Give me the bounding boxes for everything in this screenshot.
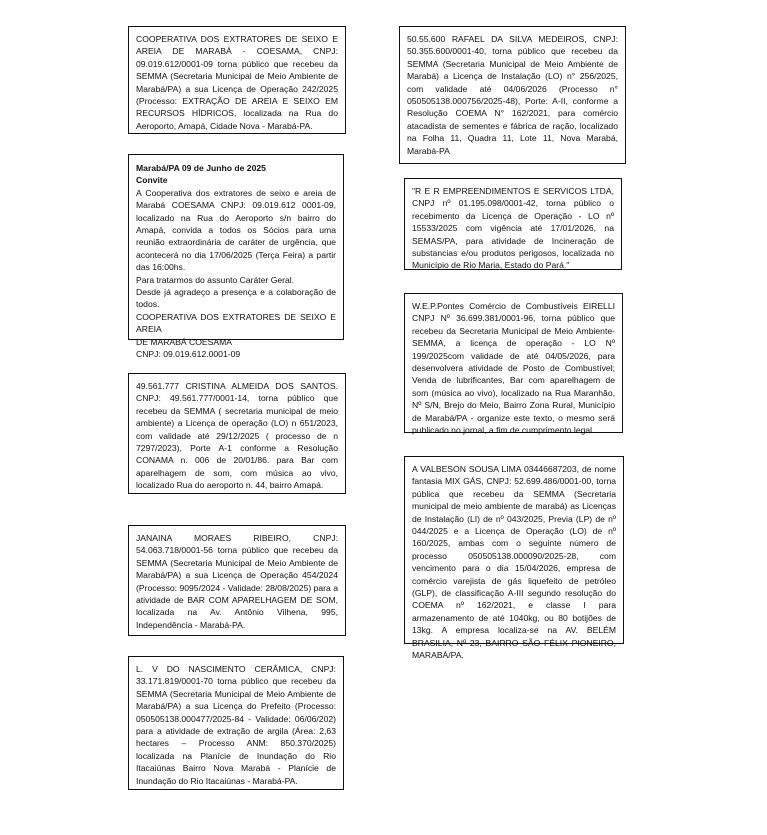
notice-thanks: Desde já agradeço a presença e a colaboração de todos. [136,287,336,310]
notice-signature-name: COOPERATIVA DOS EXTRATORES DE SEIXO E AREIA [136,311,336,335]
notice-text: L. V DO NASCIMENTO CERÂMICA, CNPJ: 33.171.819/0001-70 torna público que recebeu da SEMMA (Secretaria Municipal de Meio Ambiente de Marabá/PA) a sua Licença do Prefeito (Processo: 050505138.000477/2025-84 - Validade: 06/06/202) para a atividade de extração de argila (Área: 2,63 hectares – Processo ANM: 850.370/2025) localizada na Planície de Inundação do Rio Itacaiúnas Bairro Nova Marabá - Planície de Inundação do Rio Itacaiúnas - Marabá-PA. [136,664,336,786]
notice-text: A VALBESON SOUSA LIMA 03446687203, de nome fantasia MIX GÁS, CNPJ: 52.699.486/0001-00, torna pública que recebeu da SEMMA (Secretaria municipal de meio ambiente de marabá) as Licenças de Instalação (LI) de nº 043/2025, Previa (LP) de nº 044/2025 e a Licença de Operação (LO) de nº 160/2025, ambas com o seguinte número de processo 050505138.000090/2025-28, com vencimento para o dia 15/04/2026, empresa de comércio varejista de gás liquefeito de petróleo (GLP), de classificação A-III segundo resolução do COEMA nº 162/2021, e classe I para armazenamento de até 1040kg, ou 80 botijões de 13kg. A empresa localiza-se na AV. BELÉM BRASILIA, Nº 23, BAIRRO SÃO FÉLIX PIONEIRO, MARABÁ/PA. [412,464,616,661]
notice-text: COOPERATIVA DOS EXTRATORES DE SEIXO E AREIA DE MARABÁ - COESAMA, CNPJ: 09.019.612/0001-09 torna público que recebeu da SEMMA (Secretaria Municipal de Meio Ambiente de Marabá/PA) a sua Licença de Operação 242/2025 (Processo: EXTRAÇÃO DE AREIA E SEIXO EM RECURSOS HÍDRICOS, localizada na Rua do Aeroporto, Amapá, Cidade Nova - Marabá-PA. [136,34,338,131]
notice-janaina [128,525,346,636]
notice-rer [404,178,622,270]
notice-signature-cnpj: CNPJ: 09.019.612.0001-09 [136,349,241,360]
notice-text: 49.561.777 CRISTINA ALMEIDA DOS SANTOS. CNPJ: 49.561.777/0001-14, torna público que recebeu da SEMMA ( secretaria municipal de meio ambiente) a Licença de operação (LO) n 651/2023, com validade até 29/12/2025 ( processo de n 7297/2023), Porte A-1 conforme a Resolução CONAMA n. 006 de 20/01/86. para Bar com aparelhagem de som, com música ao vivo, localizado Rua do aeroporto n. 44, bairro Amapá. [136,381,338,491]
notice-wep [404,293,623,436]
notice-signature-city: DE MARABÁ COESAMA [136,336,232,347]
notice-ceramica [128,656,344,790]
notice-body: A Cooperativa dos extratores de seixo e areia de Marabá COESAMA CNPJ: 09.019.612 0001-09, localizado na Rua do Aeroporto s/n bairro do Amapá, convida a todos os Sócios para uma reunião extraordinária de caráter de urgência, que acontecerá no dia 17/06/2025 (Terça Feira) a partir das 16:00hs. [136,187,336,273]
notice-title-date: Marabá/PA 09 de Junho de 2025 [136,163,266,173]
notice-convite [128,154,344,360]
notice-title-convite: Convite [136,175,168,186]
notice-rafael [399,26,626,164]
notice-text: JANAINA MORAES RIBEIRO, CNPJ: 54.063.718/0001-56 torna público que recebeu da SEMMA (Secretaria Municipal de Meio Ambiente de Marabá/PA) a sua Licença de Operação 454/2024 (Processo: 9095/2024 - Validade: 28/08/2025) para a atividade de BAR COM APARELHAGEM DE SOM, localizada na Av. Antônio Vilhena, 995, Independência - Marabá-PA. [136,533,338,630]
notice-valbeson [404,456,624,661]
notice-text: 50.55.600 RAFAEL DA SILVA MEDEIROS, CNPJ: 50.355.600/0001-40, torna público que recebeu da SEMMA (Secretaria Municipal de Meio Ambiente de Marabá) a Licença de Instalação (LO) n° 256/2025, com validade até 04/06/2026 (Processo n° 050505138.000756/2025-48), Porte: A-II, conforme a Resolução COEMA N° 162/2021, para comércio atacadista de sementes e fábrica de ração, localizado na Folha 11, Quadra 11, Lote 11, Nova Marabá, Marabá-PA [407,34,618,156]
notice-text: "R E R EMPREENDIMENTOS E SERVICOS LTDA, CNPJ nº 01.195.098/0001-42, torna público o recebimento da Licença de Operação - LO nº 15533/2025 com vigência até 17/01/2026, na SEMAS/PA, para atividade de Incineração de substancias e/ou produtos perigosos, localizada no Município de Rio Maria, Estado do Pará." [412,186,614,271]
notice-subject: Para tratarmos do assunto Caráter Geral. [136,274,295,285]
notice-cristina [128,373,346,494]
notice-coesama-license [128,26,346,134]
notice-text: W.E.P.Pontes Comércio de Combustíveis EIRELLI CNPJ Nº 36.699.381/0001-96, torna público que recebeu da Secretaria Municipal de Meio Ambiente-SEMMA, a licença de operação - LO Nº 199/2025com validade de até 04/05/2026, para desenvolvera atividade de Posto de Combustível; Venda de lubrificantes, Bar com aparelhagem de som (música ao vivo), localizado na Rua Maranhão, Nº S/N, Brejo do Meio, Bairro Zona Rural, Município de Marabá/PA - organize este texto, o mesmo será publicado no jornal, a fim de cumprimento legal. [412,301,615,436]
